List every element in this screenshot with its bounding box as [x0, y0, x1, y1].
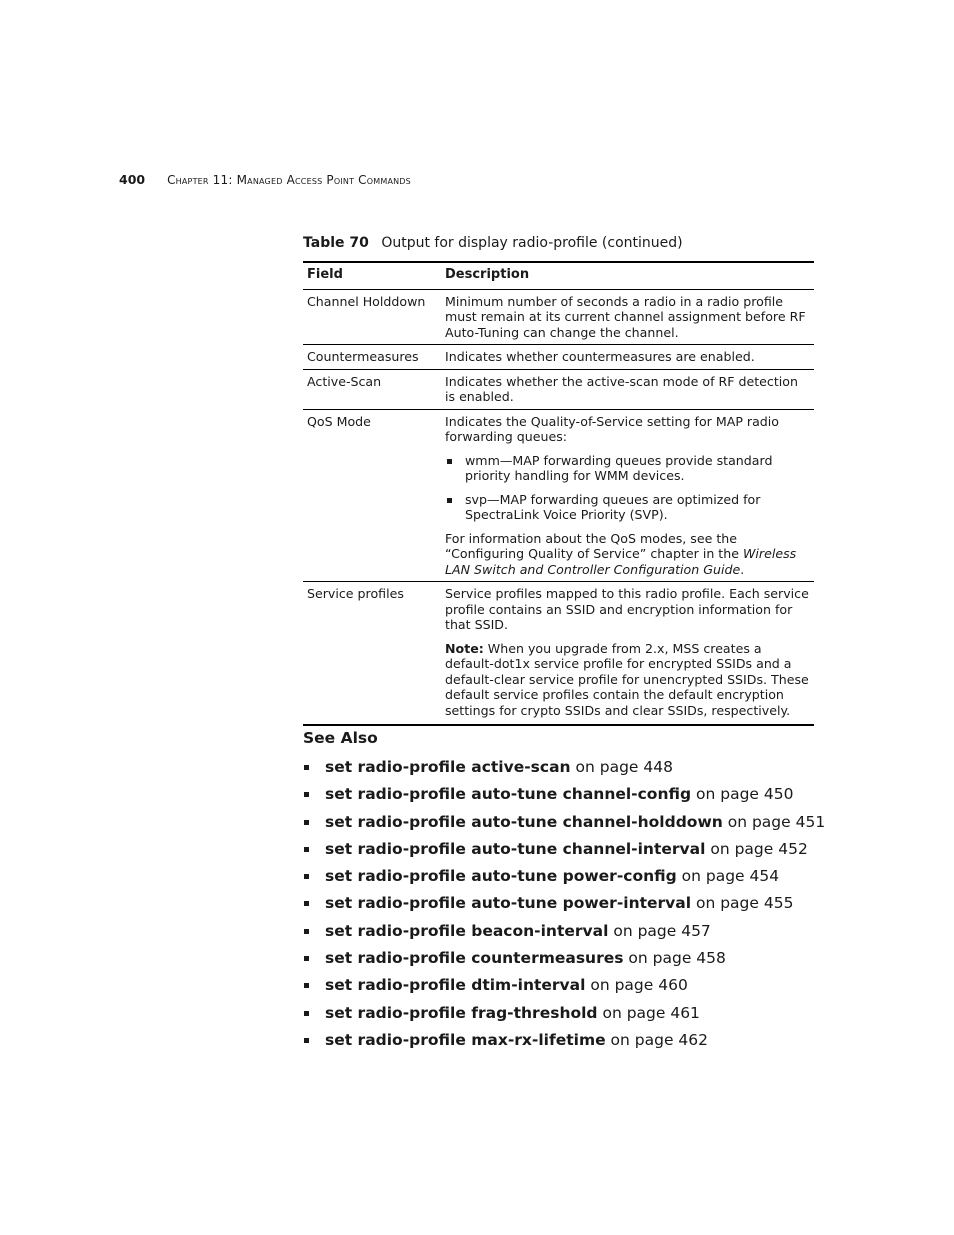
command-link[interactable]: set radio-profile auto-tune channel-interval	[325, 839, 706, 858]
bullet-icon	[304, 1038, 309, 1043]
bullet-icon	[304, 792, 309, 797]
bullet-icon	[304, 983, 309, 988]
command-link[interactable]: set radio-profile auto-tune channel-config	[325, 785, 692, 804]
field-cell: Countermeasures	[303, 345, 441, 370]
page-ref: on page 455	[691, 894, 794, 913]
table-caption-text: Output for display radio-profile (continued)	[381, 235, 683, 251]
see-also-list	[303, 756, 825, 1056]
qos-info-text: For information about the QoS modes, see the “Configuring Quality of Service” chapter in the Wireless LAN Switch and Controller Configuration Guide.	[445, 530, 797, 577]
see-also-heading: See Also	[303, 729, 378, 747]
note: Note: When you upgrade from 2.x, MSS creates a default-dot1x service profile for encrypted SSIDs and a default-clear service profile for unencrypted SSIDs. These default service profiles contain the default encryption settings for crypto SSIDs and clear SSIDs, respectively.	[445, 640, 809, 718]
see-also-item[interactable]	[303, 783, 825, 810]
table-row	[303, 582, 814, 726]
command-link[interactable]: set radio-profile beacon-interval	[325, 921, 609, 940]
page-ref: on page 458	[623, 949, 726, 968]
page-ref: on page 454	[676, 867, 780, 886]
page-ref: on page 457	[608, 921, 711, 940]
table-caption	[303, 235, 683, 251]
qos-mode-list	[445, 453, 810, 523]
command-link[interactable]: set radio-profile max-rx-lifetime	[325, 1030, 606, 1049]
bullet-icon	[304, 929, 309, 934]
command-link[interactable]: set radio-profile dtim-interval	[325, 976, 586, 995]
description-cell: Minimum number of seconds a radio in a radio profile must remain at its current channel assignment before RF Auto-Tuning can change the channel.	[441, 289, 814, 345]
page-ref: on page 448	[570, 758, 673, 776]
field-cell: QoS Mode	[303, 409, 441, 582]
page-ref: on page 462	[605, 1030, 709, 1049]
bullet-icon	[304, 956, 309, 961]
see-also-item[interactable]	[303, 756, 825, 783]
list-item: svp—MAP forwarding queues are optimized for SpectraLink Voice Priority (SVP).	[445, 492, 810, 523]
field-cell: Channel Holddown	[303, 289, 441, 345]
bullet-icon	[304, 901, 309, 906]
list-item: wmm—MAP forwarding queues provide standard priority handling for WMM devices.	[445, 453, 810, 484]
see-also-item[interactable]	[303, 811, 825, 838]
table-row	[303, 289, 814, 345]
command-link[interactable]: set radio-profile auto-tune power-config	[325, 867, 677, 886]
command-link[interactable]: set radio-profile countermeasures	[325, 949, 624, 968]
page-number: 400	[119, 172, 146, 187]
see-also-item[interactable]	[303, 974, 825, 1001]
table-row	[303, 369, 814, 409]
description-cell: Indicates the Quality-of-Service setting for MAP radio forwarding queues: wmm—MAP forwarding queues provide standard priority handling for WMM devices. svp—MAP forwarding queues are optimized for SpectraLink Voice Priority (SVP). For information about the QoS modes, see the “Configuring Quality of Service” chapter in the Wireless LAN Switch and Controller Configuration Guide.	[441, 409, 814, 582]
page-ref: on page 461	[597, 1003, 700, 1022]
see-also-item[interactable]	[303, 1029, 825, 1056]
guide-title: Wireless LAN Switch and Controller Configuration Guide	[445, 546, 797, 577]
bullet-icon	[304, 847, 309, 852]
see-also-item[interactable]	[303, 1002, 825, 1029]
command-link[interactable]: set radio-profile active-scan	[325, 758, 571, 776]
description-cell: Service profiles mapped to this radio profile. Each service profile contains an SSID and encryption information for that SSID. Note: When you upgrade from 2.x, MSS creates a default-dot1x service profile for encrypted SSIDs and a default-clear service profile for unencrypted SSIDs. These default service profiles contain the default encryption settings for crypto SSIDs and clear SSIDs, respectively.	[441, 582, 814, 726]
table-row	[303, 345, 814, 370]
column-header-description: Description	[441, 262, 814, 289]
see-also-item[interactable]	[303, 947, 825, 974]
page-ref: on page 452	[705, 839, 808, 858]
table-header-row	[303, 262, 814, 289]
page-ref: on page 460	[585, 976, 688, 995]
see-also-item[interactable]	[303, 920, 825, 947]
bullet-icon	[304, 874, 309, 879]
table-caption-label: Table 70	[303, 235, 369, 251]
radio-profile-output-table	[303, 261, 814, 726]
page-ref: on page 451	[722, 812, 826, 831]
bullet-icon	[304, 765, 309, 770]
see-also-item[interactable]	[303, 892, 825, 919]
command-link[interactable]: set radio-profile auto-tune channel-holddown	[325, 812, 723, 831]
description-cell: Indicates whether the active-scan mode of RF detection is enabled.	[441, 369, 814, 409]
field-cell: Service profiles	[303, 582, 441, 726]
page-ref: on page 450	[691, 785, 794, 804]
page-header	[119, 172, 411, 187]
bullet-icon	[304, 1011, 309, 1016]
note-label: Note:	[445, 640, 484, 656]
field-cell: Active-Scan	[303, 369, 441, 409]
chapter-title: Chapter 11: Managed Access Point Commands	[167, 173, 411, 187]
see-also-item[interactable]	[303, 838, 825, 865]
bullet-icon	[304, 820, 309, 825]
column-header-field: Field	[303, 262, 441, 289]
description-cell: Indicates whether countermeasures are enabled.	[441, 345, 814, 370]
command-link[interactable]: set radio-profile auto-tune power-interval	[325, 894, 692, 913]
command-link[interactable]: set radio-profile frag-threshold	[325, 1003, 598, 1022]
table-row	[303, 409, 814, 582]
see-also-item[interactable]	[303, 865, 825, 892]
